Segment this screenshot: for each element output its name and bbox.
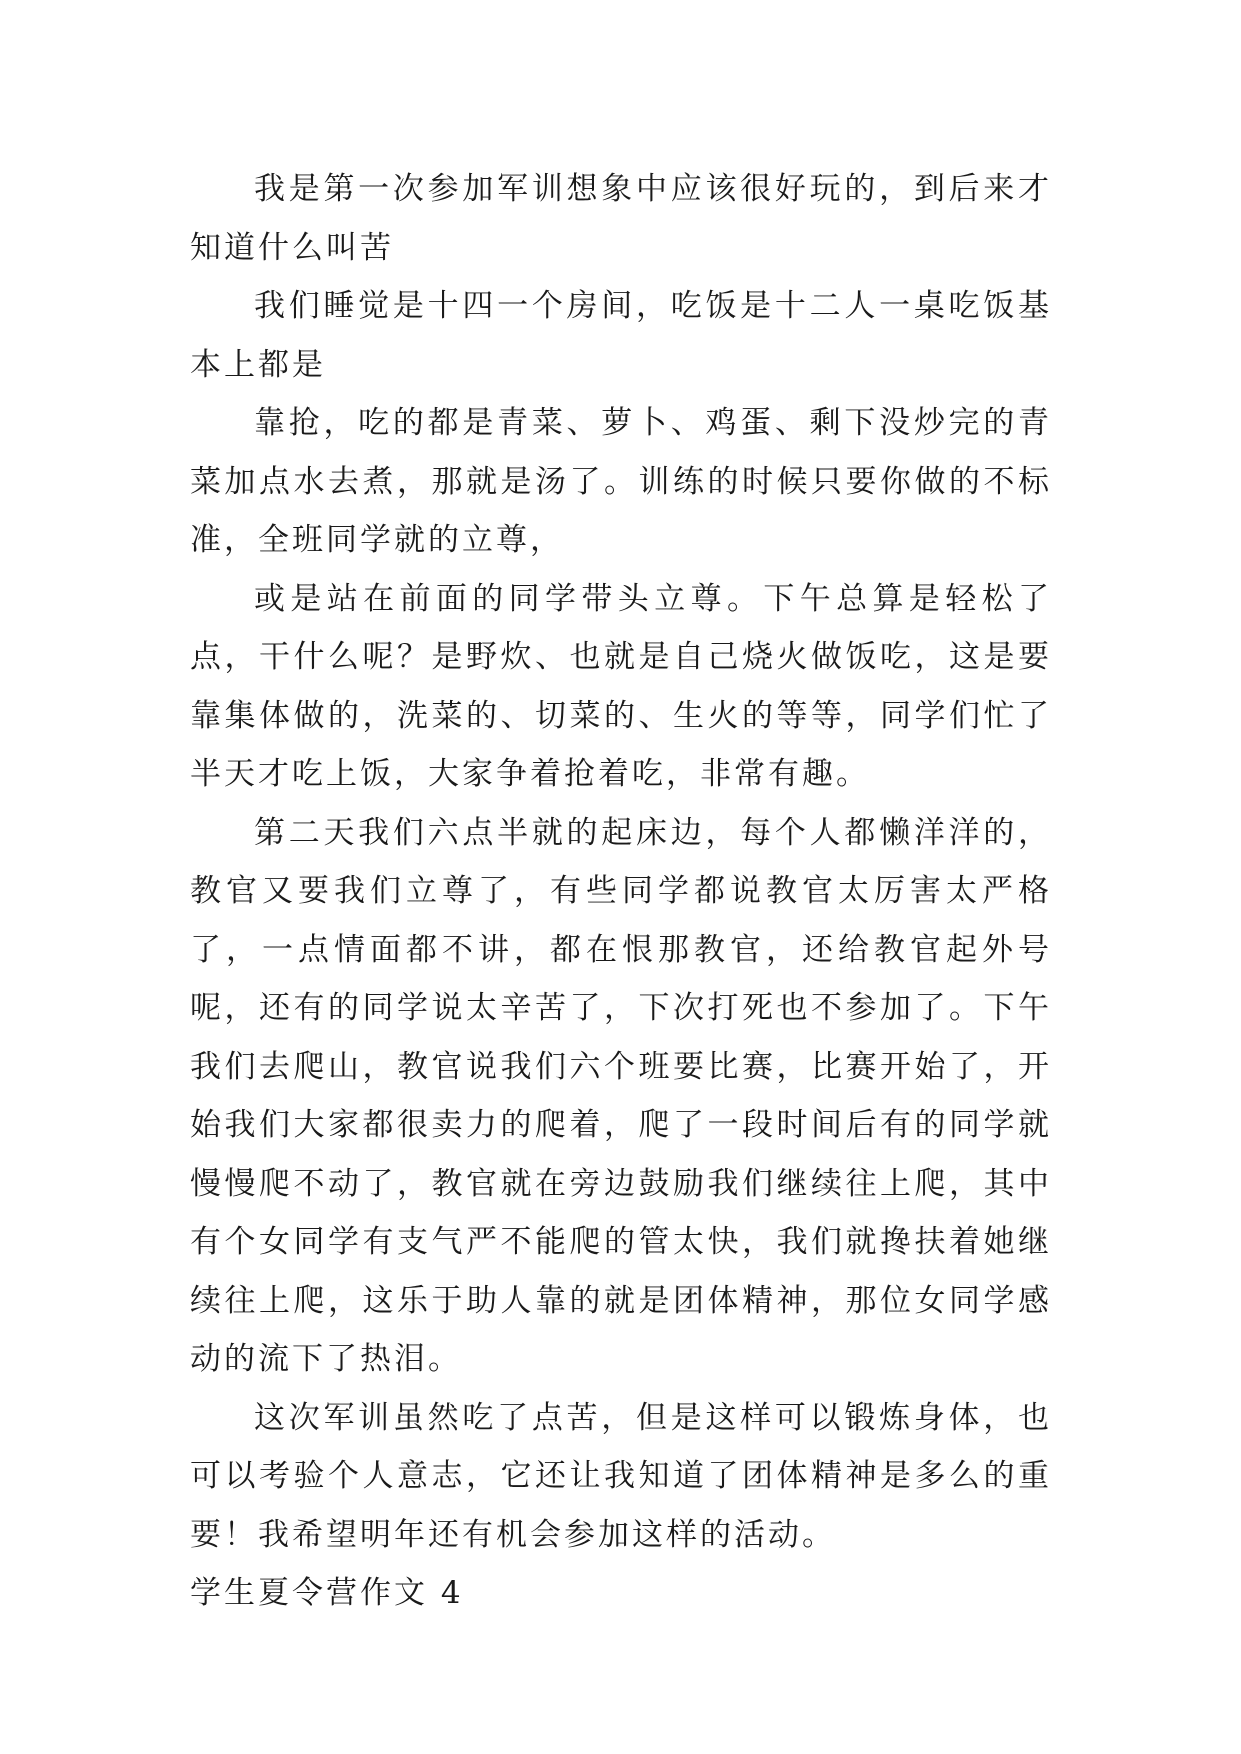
paragraph-5: 第二天我们六点半就的起床边，每个人都懒洋洋的，教官又要我们立尊了，有些同学都说教官太厉害太严格了，一点情面都不讲，都在恨那教官，还给教官起外号呢，还有的同学说太辛苦了，下次打死也不参加了。下午我们去爬山，教官说我们六个班要比赛，比赛开始了，开始我们大家都很卖力的爬着，爬了一段时间后有的同学就慢慢爬不动了，教官就在旁边鼓励我们继续往上爬，其中有个女同学有支气严不能爬的管太快，我们就搀扶着她继续往上爬，这乐于助人靠的就是团体精神，那位女同学感动的流下了热泪。	[190, 814, 1052, 1377]
paragraph-6: 这次军训虽然吃了点苦，但是这样可以锻炼身体，也可以考验个人意志，它还让我知道了团体精神是多么的重要！我希望明年还有机会参加这样的活动。	[190, 1399, 1052, 1553]
paragraph-3: 靠抢，吃的都是青菜、萝卜、鸡蛋、剩下没炒完的青菜加点水去煮，那就是汤了。训练的时候只要你做的不标准，全班同学就的立尊，	[190, 405, 1052, 558]
document-body	[190, 160, 1052, 1623]
paragraph-4: 或是站在前面的同学带头立尊。下午总算是轻松了点，干什么呢？是野炊、也就是自己烧火做饭吃，这是要靠集体做的，洗菜的、切菜的、生火的等等，同学们忙了半天才吃上饭，大家争着抢着吃，非常有趣。	[190, 580, 1052, 792]
section-heading: 学生夏令营作文 4	[190, 1575, 464, 1611]
paragraph-2: 我们睡觉是十四一个房间，吃饭是十二人一桌吃饭基本上都是	[190, 288, 1052, 383]
paragraph-1: 我是第一次参加军训想象中应该很好玩的，到后来才知道什么叫苦	[190, 171, 1052, 266]
